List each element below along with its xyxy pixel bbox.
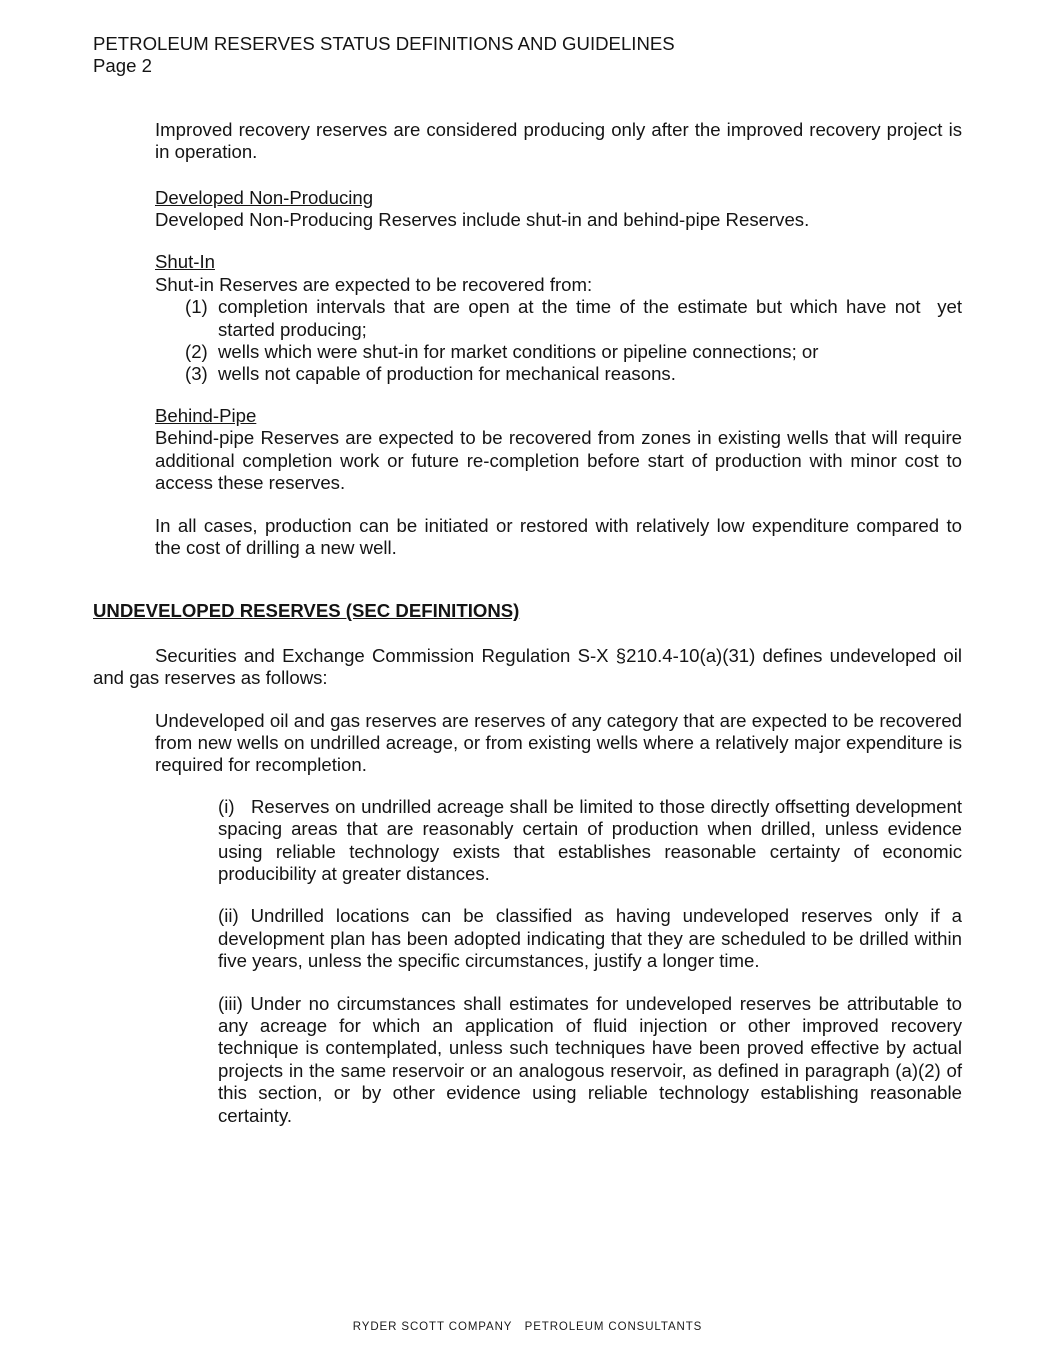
list-item — [185, 341, 962, 363]
page-header — [93, 33, 962, 78]
undeveloped-item-ii: (ii) Undrilled locations can be classified as having undeveloped reserves only if a development plan has been adopted indicating that they are scheduled to be drilled within five years, unless the specific circumstances, justify a longer time. — [218, 905, 962, 972]
shut-in-list — [185, 296, 962, 386]
list-item-marker: (2) — [185, 341, 208, 363]
document-title: PETROLEUM RESERVES STATUS DEFINITIONS AND GUIDELINES — [93, 33, 675, 54]
shut-in-section — [155, 251, 962, 385]
list-item-text: completion intervals that are open at the time of the estimate but which have not yet started producing; — [218, 296, 962, 340]
undeveloped-item-iii: (iii) Under no circumstances shall estimates for undeveloped reserves be attributable to any acreage for which an application of fluid injection or other improved recovery technique is contemplated, unless such techniques have been proved effective by actual projects in the same reservoir or an analogous reservoir, as defined in paragraph (a)(2) of this section, or by other evidence using reliable technology establishing reasonable certainty. — [218, 992, 962, 1126]
undeveloped-item-i: (i) Reserves on undrilled acreage shall be limited to those directly offsetting development spacing areas that are reasonably certain of production when drilled, unless evidence using reliable technology exists that establishes reasonable certainty of economic producibility at greater distances. — [218, 795, 962, 884]
page-number: Page 2 — [93, 55, 152, 77]
list-item — [185, 296, 962, 341]
list-item-text: wells not capable of production for mechanical reasons. — [218, 363, 676, 385]
behind-pipe-heading: Behind-Pipe — [155, 404, 257, 426]
list-item — [185, 363, 962, 385]
list-item-marker: (1) — [185, 296, 208, 318]
undeveloped-reserves-heading: UNDEVELOPED RESERVES (SEC DEFINITIONS) — [93, 600, 520, 622]
developed-non-producing-section — [155, 187, 962, 232]
list-item-text: wells which were shut-in for market conditions or pipeline connections; or — [218, 341, 819, 363]
list-item-marker: (3) — [185, 363, 208, 385]
all-cases-paragraph: In all cases, production can be initiated or restored with relatively low expenditure compared to the cost of drilling a new well. — [155, 514, 962, 558]
behind-pipe-section — [155, 405, 962, 495]
developed-non-producing-heading: Developed Non-Producing — [155, 186, 374, 208]
page-footer: RYDER SCOTT COMPANY PETROLEUM CONSULTANTS — [352, 1321, 703, 1333]
behind-pipe-paragraph: Behind-pipe Reserves are expected to be recovered from zones in existing wells that will require additional completion work or future re-completion before start of production with minor cost to access these reserves. — [155, 427, 962, 494]
shut-in-intro: Shut-in Reserves are expected to be recovered from: — [155, 273, 593, 295]
undeveloped-definition-paragraph: Undeveloped oil and gas reserves are reserves of any category that are expected to be recovered from new wells on undrilled acreage, or from existing wells where a relatively major expenditure is required for recompletion. — [155, 709, 962, 776]
improved-recovery-paragraph: Improved recovery reserves are considered producing only after the improved recovery project is in operation. — [155, 118, 962, 163]
shut-in-heading: Shut-In — [155, 251, 215, 273]
developed-non-producing-paragraph: Developed Non-Producing Reserves include shut-in and behind-pipe Reserves. — [155, 209, 810, 231]
sec-regulation-paragraph: Securities and Exchange Commission Regulation S-X §210.4-10(a)(31) defines undeveloped oil and gas reserves as follows: — [93, 644, 962, 689]
